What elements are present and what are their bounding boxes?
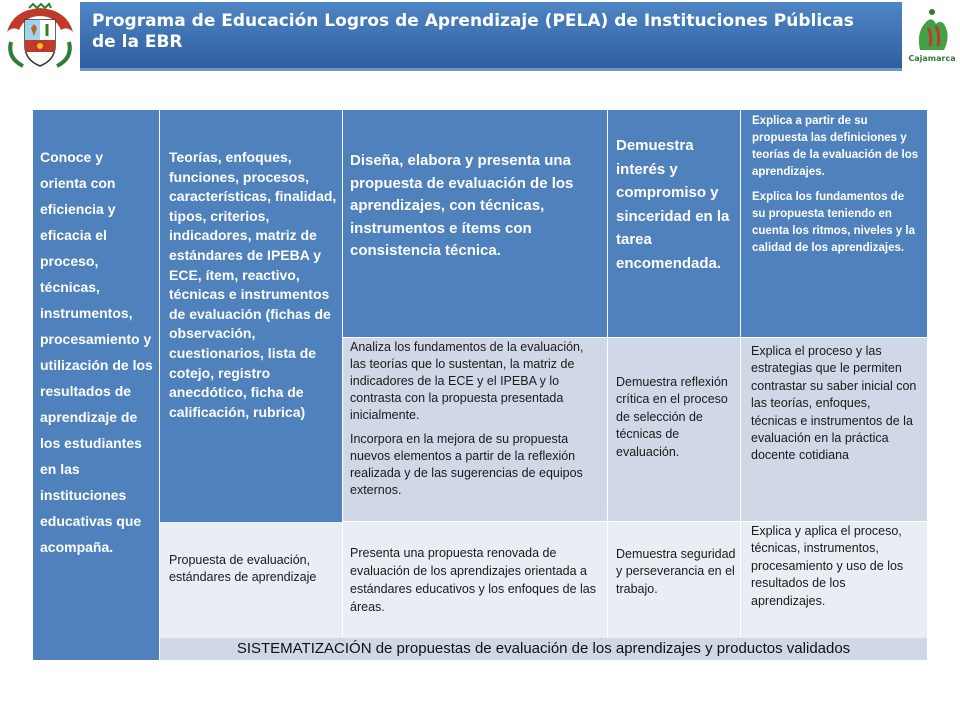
row2-performance-text-1: Analiza los fundamentos de la evaluación, las teorías que lo sustentan, la matriz de indicadores de la ECE y el IPEBA y lo contrasta con la propuesta presentada inicialmente. bbox=[350, 340, 584, 422]
row3-indicator-text: Explica y aplica el proceso, técnicas, instrumentos, procesamiento y uso de los resultados de los aprendizajes. bbox=[751, 524, 904, 608]
peru-coat-of-arms-icon bbox=[3, 2, 77, 72]
row3-attitude-cell bbox=[608, 522, 741, 638]
logo-caption: Cajamarca bbox=[908, 54, 956, 63]
footer-row bbox=[160, 638, 927, 660]
row3-indicator-cell bbox=[741, 522, 927, 638]
row3-attitude-text: Demuestra seguridad y perseverancia en el trabajo. bbox=[616, 547, 736, 596]
row3-performance-cell bbox=[343, 522, 608, 638]
knowledge-cell bbox=[160, 110, 343, 522]
row2-indicator-text: Explica el proceso y las estrategias que le permiten contrastar su saber inicial con las teorías, enfoques, técnicas e instrumentos de la evaluación en la práctica docente cotidiana bbox=[751, 344, 917, 463]
row1-performance-text: Diseña, elabora y presenta una propuesta de evaluación de los aprendizajes, con técnicas, instrumentos e ítems con consistencia técnica. bbox=[350, 152, 574, 260]
row2-performance-text-2: Incorpora en la mejora de su propuesta nuevos elementos a partir de la reflexión realizada y de las sugerencias de equipos externos. bbox=[350, 432, 583, 497]
row3-performance-text: Presenta una propuesta renovada de evaluación de los aprendizajes orientada a estándares educativos y los enfoques de las áreas. bbox=[350, 546, 596, 614]
row3-knowledge-text: Propuesta de evaluación, estándares de aprendizaje bbox=[169, 553, 317, 584]
row2-indicator-cell bbox=[741, 338, 927, 522]
competency-table bbox=[33, 110, 927, 660]
row2-performance-cell bbox=[343, 338, 608, 522]
row1-attitude-text: Demuestra interés y compromiso y sinceridad en la tarea encomendada. bbox=[616, 137, 730, 272]
row1-attitude-cell bbox=[608, 110, 741, 338]
row1-indicator-cell bbox=[741, 110, 927, 338]
row1-indicator-text-1: Explica a partir de su propuesta las definiciones y teorías de la evaluación de los aprendizajes. bbox=[752, 115, 919, 178]
title-banner bbox=[80, 2, 902, 71]
page-title: Programa de Educación Logros de Aprendizaje (PELA) de Instituciones Públicas de la EBR bbox=[92, 11, 854, 52]
row2-attitude-cell bbox=[608, 338, 741, 522]
row1-indicator-text-2: Explica los fundamentos de su propuesta teniendo en cuenta los ritmos, niveles y la calidad de los aprendizajes. bbox=[752, 191, 915, 254]
header bbox=[0, 0, 960, 75]
knowledge-text: Teorías, enfoques, funciones, procesos, características, finalidad, tipos, criterios, indicadores, matriz de estándares de IPEBA y ECE, ítem, reactivo, técnicas e instrumentos de evaluación (fichas de observación, cuestionarios, lista de cotejo, registro anecdótico, ficha de calificación, rubrica) bbox=[169, 149, 337, 420]
row1-performance-cell bbox=[343, 110, 608, 338]
competency-cell bbox=[33, 110, 160, 660]
cajamarca-logo-icon bbox=[906, 2, 958, 72]
row2-attitude-text: Demuestra reflexión crítica en el proceso de selección de técnicas de evaluación. bbox=[616, 375, 728, 459]
row3-knowledge-cell bbox=[160, 522, 343, 638]
competency-text: Conoce y orienta con eficiencia y eficacia el proceso, técnicas, instrumentos, procesamiento y utilización de los resultados de aprendizaje de los estudiantes en las instituciones educativas que acompaña. bbox=[40, 149, 153, 555]
footer-text: SISTEMATIZACIÓN de propuestas de evaluación de los aprendizajes y productos validados bbox=[236, 640, 851, 657]
